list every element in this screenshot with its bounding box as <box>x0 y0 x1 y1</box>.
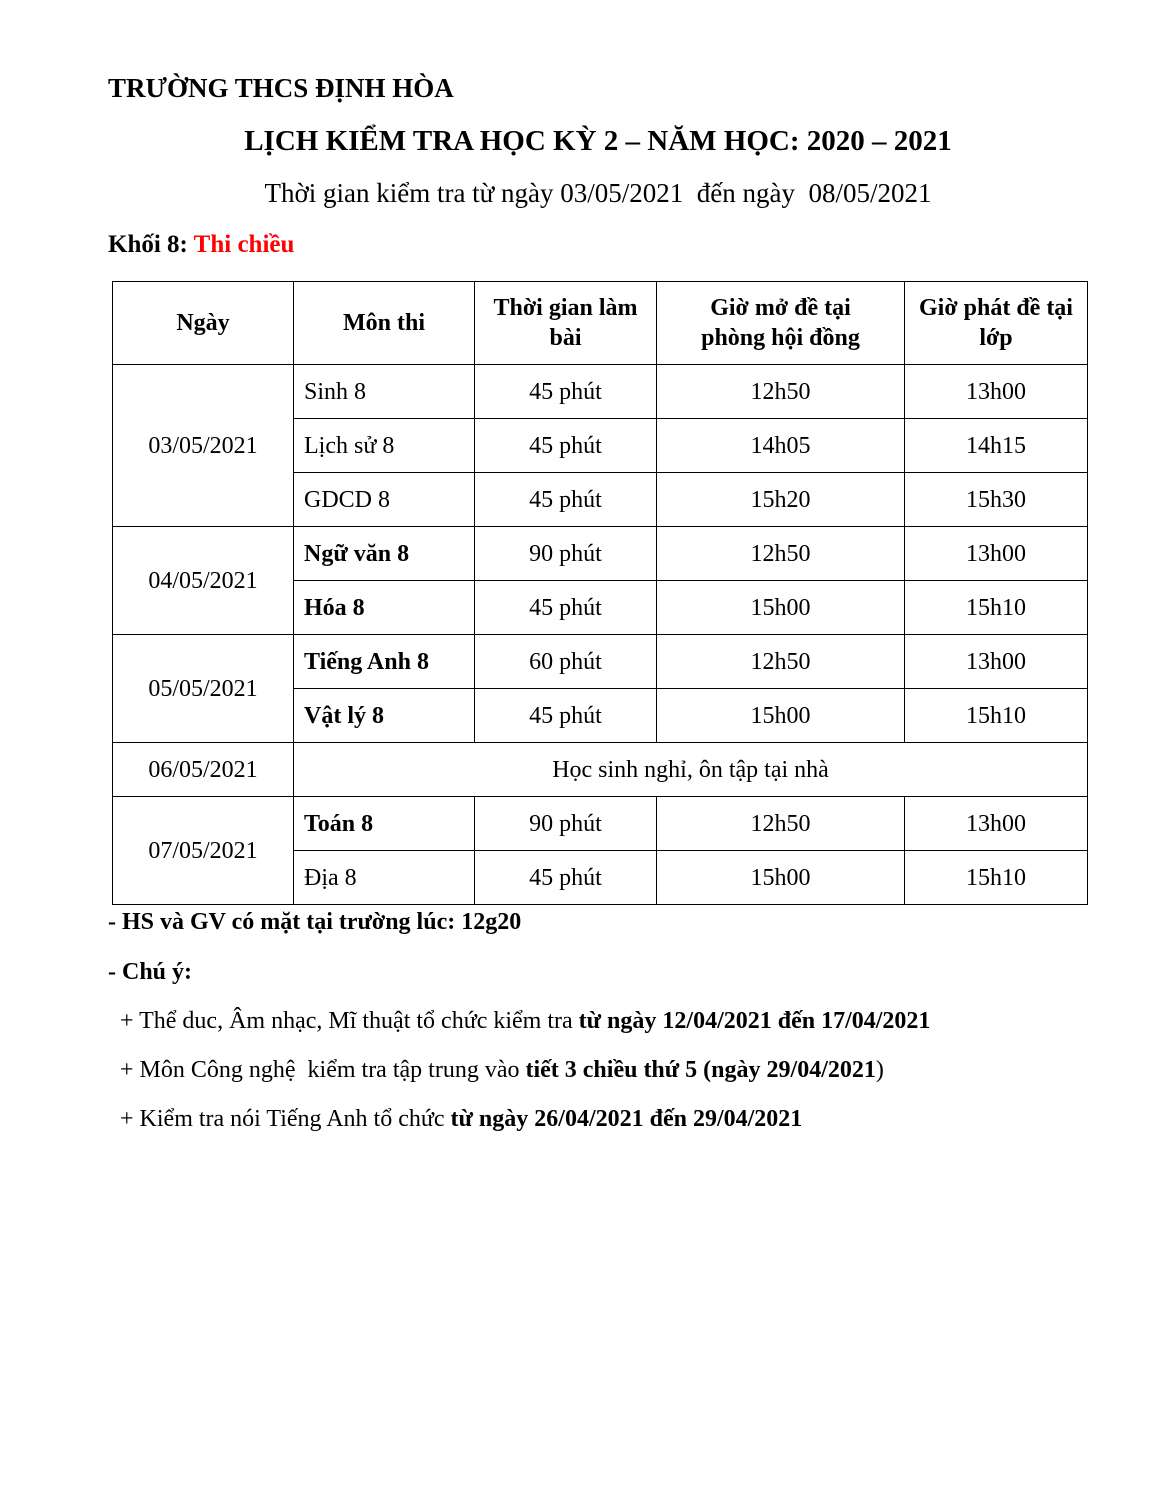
header-duration: Thời gian làm bài <box>475 282 657 365</box>
table-row <box>113 743 1088 797</box>
note-item-text: + Kiểm tra nói Tiếng Anh tổ chức <box>108 1106 451 1132</box>
open-time-cell: 12h50 <box>657 635 905 689</box>
open-time-cell: 12h50 <box>657 365 905 419</box>
note-item-text: + Thể duc, Âm nhạc, Mĩ thuật tổ chức kiểm tra <box>108 1008 579 1034</box>
hand-time-cell: 13h00 <box>905 797 1088 851</box>
duration-cell: 90 phút <box>475 527 657 581</box>
subject-cell: GDCD 8 <box>294 473 475 527</box>
open-time-cell: 15h00 <box>657 851 905 905</box>
header-open-time: Giờ mở đề tại phòng hội đồng <box>657 282 905 365</box>
document-title: LỊCH KIỂM TRA HỌC KỲ 2 – NĂM HỌC: 2020 – 2021 <box>244 125 952 157</box>
table-header-row <box>113 282 1088 365</box>
subject-cell: Địa 8 <box>294 851 475 905</box>
subject-cell: Tiếng Anh 8 <box>294 635 475 689</box>
duration-cell: 90 phút <box>475 797 657 851</box>
note-item-tail: ) <box>875 1057 884 1083</box>
date-cell: 03/05/2021 <box>113 365 294 527</box>
note-item-text: + Môn Công nghệ kiểm tra tập trung vào <box>108 1057 526 1083</box>
school-name: TRƯỜNG THCS ĐỊNH HÒA <box>108 73 454 103</box>
table-row <box>113 365 1088 419</box>
arrival-note: - HS và GV có mặt tại trường lúc: 12g20 <box>108 909 522 935</box>
table-row <box>113 635 1088 689</box>
note-item-bold: từ ngày 12/04/2021 đến 17/04/2021 <box>578 1008 931 1034</box>
duration-cell: 60 phút <box>475 635 657 689</box>
hand-time-cell: 14h15 <box>905 419 1088 473</box>
open-time-cell: 14h05 <box>657 419 905 473</box>
hand-time-cell: 15h10 <box>905 581 1088 635</box>
note-item <box>108 1102 802 1136</box>
hand-time-cell: 15h10 <box>905 851 1088 905</box>
note-item-bold: từ ngày 26/04/2021 đến 29/04/2021 <box>450 1106 803 1132</box>
hand-time-cell: 15h10 <box>905 689 1088 743</box>
duration-cell: 45 phút <box>475 581 657 635</box>
open-time-cell: 15h20 <box>657 473 905 527</box>
grade-label: Khối 8: <box>108 231 194 258</box>
duration-cell: 45 phút <box>475 851 657 905</box>
rest-day-note: Học sinh nghỉ, ôn tập tại nhà <box>294 743 1088 797</box>
duration-cell: 45 phút <box>475 689 657 743</box>
note-item-bold: tiết 3 chiều thứ 5 (ngày 29/04/2021 <box>525 1057 876 1083</box>
exam-period: Thời gian kiểm tra từ ngày 03/05/2021 đến ngày 08/05/2021 <box>264 178 932 208</box>
note-item <box>108 1004 930 1038</box>
hand-time-cell: 13h00 <box>905 527 1088 581</box>
exam-schedule-table <box>112 281 1088 905</box>
date-cell: 06/05/2021 <box>113 743 294 797</box>
date-cell: 05/05/2021 <box>113 635 294 743</box>
open-time-cell: 15h00 <box>657 581 905 635</box>
duration-cell: 45 phút <box>475 365 657 419</box>
header-date: Ngày <box>113 282 294 365</box>
subject-cell: Toán 8 <box>294 797 475 851</box>
subject-cell: Sinh 8 <box>294 365 475 419</box>
attention-heading: - Chú ý: <box>108 959 193 985</box>
subject-cell: Ngữ văn 8 <box>294 527 475 581</box>
date-cell: 07/05/2021 <box>113 797 294 905</box>
date-cell: 04/05/2021 <box>113 527 294 635</box>
subject-cell: Lịch sử 8 <box>294 419 475 473</box>
open-time-cell: 12h50 <box>657 797 905 851</box>
subject-cell: Hóa 8 <box>294 581 475 635</box>
table-row <box>113 527 1088 581</box>
hand-time-cell: 13h00 <box>905 635 1088 689</box>
hand-time-cell: 15h30 <box>905 473 1088 527</box>
header-subject: Môn thi <box>294 282 475 365</box>
duration-cell: 45 phút <box>475 419 657 473</box>
grade-line <box>108 228 294 262</box>
duration-cell: 45 phút <box>475 473 657 527</box>
open-time-cell: 15h00 <box>657 689 905 743</box>
hand-time-cell: 13h00 <box>905 365 1088 419</box>
note-item <box>108 1053 884 1087</box>
header-hand-time: Giờ phát đề tại lớp <box>905 282 1088 365</box>
grade-shift: Thi chiều <box>193 231 295 258</box>
open-time-cell: 12h50 <box>657 527 905 581</box>
subject-cell: Vật lý 8 <box>294 689 475 743</box>
table-row <box>113 797 1088 851</box>
